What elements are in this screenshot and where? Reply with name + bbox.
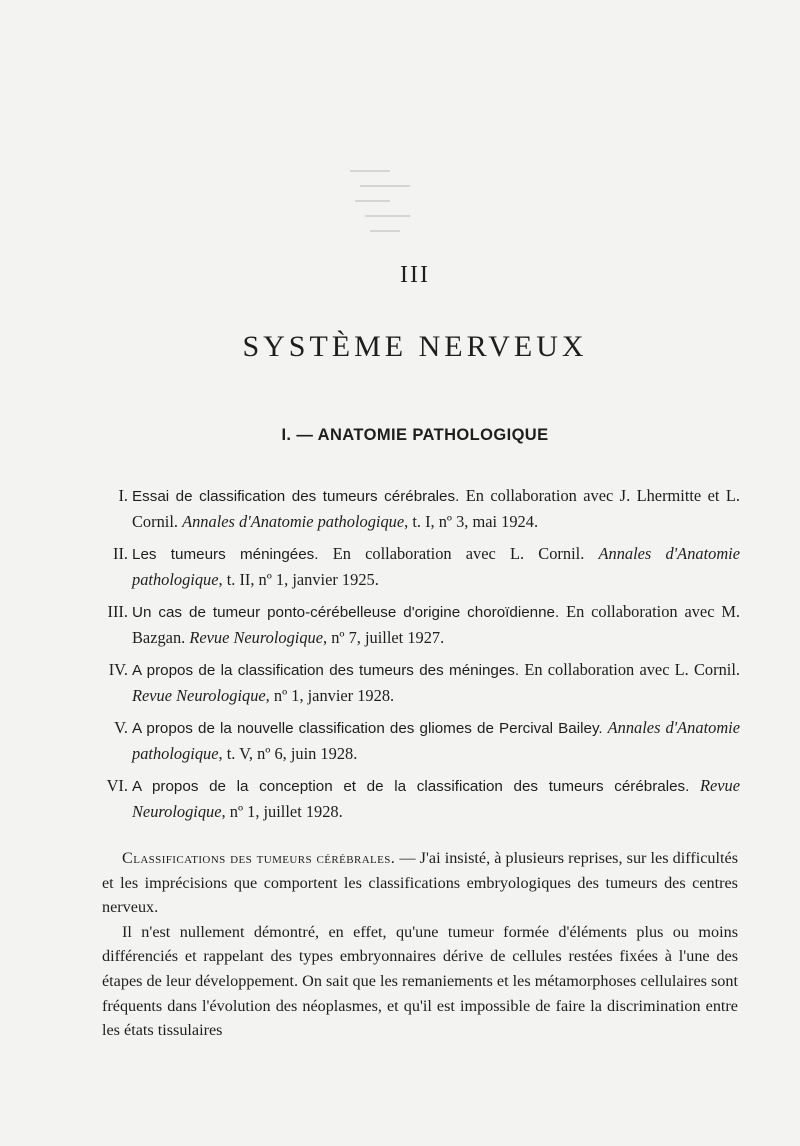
reference-title: Un cas de tumeur ponto-cérébelleuse d'origine choroïdienne.: [132, 604, 560, 621]
reference-item: [100, 600, 740, 650]
body-paragraph: Il n'est nullement démontré, en effet, qu'une tumeur formée d'éléments plus ou moins différenciés et rappelant des types embryonnaires dérive de cellules restées fixées à l'une des étapes de leur développement. On sait que les remaniements et les métamorphoses cellulaires sont fréquents dans l'évolution des néoplasmes, et qu'il est impossible de faire la discrimination entre les états tissulaires: [102, 922, 738, 1040]
section-heading: I. — ANATOMIE PATHOLOGIQUE: [281, 426, 549, 444]
paragraph-text: — J'ai insisté, à plusieurs reprises, sur les difficultés et les imprécisions que comportent les classifications embryologiques des tumeurs des centres nerveux.: [102, 849, 738, 917]
reference-number: IV.: [108, 660, 128, 679]
chapter-title: SYSTÈME NERVEUX: [242, 330, 588, 363]
reference-details: , t. V, nº 6, juin 1928.: [218, 743, 358, 763]
chapter-number: III: [400, 262, 430, 288]
reference-collaboration: En collaboration avec J. Lhermitte et L. Cornil.: [132, 486, 740, 531]
reference-collaboration: En collaboration avec L. Cornil.: [519, 660, 740, 679]
reference-details: , nº 1, janvier 1928.: [265, 685, 395, 705]
reference-number: I.: [118, 486, 128, 505]
reference-item: [100, 774, 740, 824]
show-through-bleed: [340, 150, 440, 250]
reference-number: VI.: [106, 776, 128, 795]
reference-title: A propos de la classification des tumeurs des méninges.: [132, 662, 520, 679]
reference-journal: Revue Neurologique: [132, 776, 740, 821]
reference-title: Essai de classification des tumeurs cérébrales.: [132, 488, 460, 505]
reference-collaboration: [689, 776, 700, 795]
reference-item: [100, 658, 740, 708]
reference-number: II.: [112, 544, 128, 563]
reference-number: V.: [114, 718, 128, 737]
body-text: [102, 846, 738, 1043]
reference-details: , nº 7, juillet 1927.: [323, 627, 445, 647]
reference-title: A propos de la conception et de la classification des tumeurs cérébrales.: [132, 778, 690, 795]
reference-journal: Revue Neurologique: [132, 685, 266, 705]
reference-collaboration: En collaboration avec M. Bazgan.: [132, 602, 741, 647]
reference-details: , nº 1, juillet 1928.: [221, 801, 343, 821]
reference-collaboration: En collaboration avec L. Cornil.: [318, 544, 599, 563]
reference-details: , t. I, nº 3, mai 1924.: [404, 511, 539, 531]
reference-journal: Revue Neurologique: [189, 627, 324, 647]
reference-journal: Annales d'Anatomie pathologique: [182, 511, 405, 531]
reference-item: [100, 484, 740, 534]
reference-title: Les tumeurs méningées.: [132, 546, 319, 563]
reference-item: [100, 542, 740, 592]
reference-title: A propos de la nouvelle classification des gliomes de Percival Bailey.: [132, 720, 603, 737]
reference-number: III.: [107, 602, 128, 621]
reference-journal: Annales d'Anatomie pathologique: [132, 544, 741, 589]
reference-journal: Annales d'Anatomie pathologique: [132, 718, 740, 763]
reference-list: [100, 484, 740, 832]
reference-item: [100, 716, 740, 766]
paragraph-lead-in: Classifications des tumeurs cérébrales.: [122, 849, 396, 867]
body-paragraph: [102, 846, 738, 920]
reference-details: , t. II, nº 1, janvier 1925.: [218, 569, 379, 589]
